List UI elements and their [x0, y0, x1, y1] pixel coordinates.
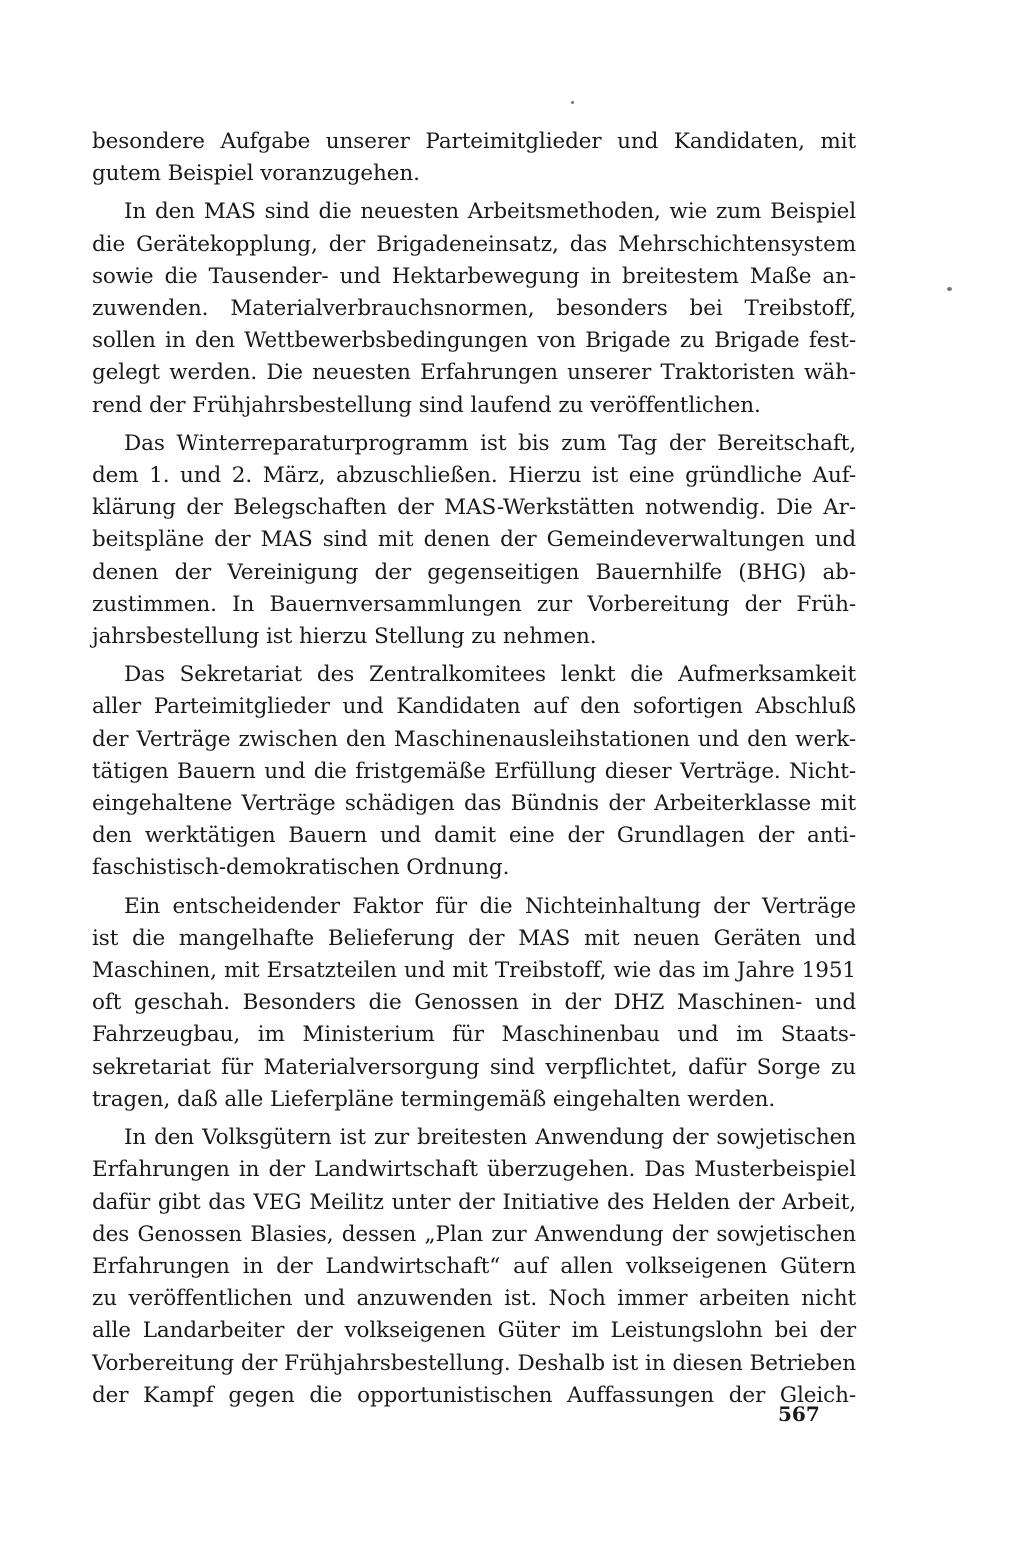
text-line: Erfahrungen in der Landwirtschaft überzugehen. Das Musterbeispiel: [92, 1157, 856, 1183]
text-line: besondere Aufgabe unserer Parteimitglieder und Kandidaten, mit: [92, 129, 856, 154]
text-line: tragen, daß alle Lieferpläne termingemäß eingehalten werden.: [92, 1086, 776, 1112]
text-line: oft geschah. Besonders die Genossen in der DHZ Maschinen- und: [92, 990, 856, 1016]
scan-speck: [947, 287, 952, 291]
text-line: denen der Vereinigung der gegenseitigen Bauernhilfe (BHG) ab-: [92, 559, 856, 585]
text-line: beitspläne der MAS sind mit denen der Gemeindeverwaltungen und: [92, 527, 856, 553]
text-line: sollen in den Wettbewerbsbedingungen von Brigade zu Brigade fest-: [92, 328, 856, 354]
text-line: ist die mangelhafte Belieferung der MAS mit neuen Geräten und: [92, 925, 856, 951]
paragraph: [92, 126, 856, 190]
text-line: dem 1. und 2. März, abzuschließen. Hierzu ist eine gründliche Auf-: [92, 463, 856, 489]
text-line: aller Parteimitglieder und Kandidaten auf den sofortigen Abschluß: [92, 694, 856, 720]
text-line: zu veröffentlichen und anzuwenden ist. Noch immer arbeiten nicht: [92, 1286, 856, 1312]
text-line: der Kampf gegen die opportunistischen Auffassungen der Gleich-: [92, 1382, 856, 1408]
text-line: gutem Beispiel voranzugehen.: [92, 161, 420, 187]
text-line: Maschinen, mit Ersatzteilen und mit Treibstoff, wie das im Jahre 1951: [92, 958, 856, 984]
text-line: faschistisch-demokratischen Ordnung.: [92, 855, 510, 881]
text-line: Das Winterreparaturprogramm ist bis zum Tag der Bereitschaft,: [124, 430, 856, 456]
text-line: zustimmen. In Bauernversammlungen zur Vorbereitung der Früh-: [92, 591, 856, 617]
text-line: jahrsbestellung ist hierzu Stellung zu nehmen.: [92, 624, 597, 650]
text-line: klärung der Belegschaften der MAS-Werkstätten notwendig. Die Ar-: [92, 495, 856, 521]
text-line: In den Volksgütern ist zur breitesten Anwendung der sowjetischen: [124, 1125, 856, 1151]
text-line: zuwenden. Materialverbrauchsnormen, besonders bei Treibstoff,: [92, 296, 856, 322]
text-line: alle Landarbeiter der volkseigenen Güter im Leistungslohn bei der: [92, 1318, 856, 1344]
text-line: den werktätigen Bauern und damit eine der Grundlagen der anti-: [92, 823, 856, 849]
text-line: tätigen Bauern und die fristgemäße Erfüllung dieser Verträge. Nicht-: [92, 758, 856, 784]
text-line: Vorbereitung der Frühjahrsbestellung. Deshalb ist in diesen Betrieben: [92, 1350, 856, 1376]
text-line: die Gerätekopplung, der Brigadeneinsatz, das Mehrschichtensystem: [92, 231, 856, 257]
paragraph: [92, 659, 856, 884]
paragraph: [92, 196, 856, 421]
text-line: Erfahrungen in der Landwirtschaft“ auf allen volkseigenen Gütern: [92, 1253, 856, 1279]
text-line: Fahrzeugbau, im Ministerium für Maschinenbau und im Staats-: [92, 1022, 856, 1048]
text-line: Das Sekretariat des Zentralkomitees lenkt die Aufmerksamkeit: [124, 662, 856, 688]
body-text: [92, 126, 856, 1418]
text-line: gelegt werden. Die neuesten Erfahrungen unserer Traktoristen wäh-: [92, 360, 856, 386]
text-line: eingehaltene Verträge schädigen das Bündnis der Arbeiterklasse mit: [92, 791, 856, 817]
page-number: 567: [778, 1402, 820, 1426]
text-line: sowie die Tausender- und Hektarbewegung in breitestem Maße an-: [92, 263, 856, 289]
text-line: sekretariat für Materialversorgung sind verpflichtet, dafür Sorge zu: [92, 1054, 856, 1080]
text-line: Ein entscheidender Faktor für die Nichteinhaltung der Verträge: [124, 893, 856, 919]
paragraph: [92, 428, 856, 653]
text-line: In den MAS sind die neuesten Arbeitsmethoden, wie zum Beispiel: [124, 199, 856, 225]
text-line: der Verträge zwischen den Maschinenausleihstationen und den werk-: [92, 726, 856, 752]
paragraph: [92, 891, 856, 1116]
scan-speck: [571, 101, 574, 104]
text-line: rend der Frühjahrsbestellung sind laufend zu veröffentlichen.: [92, 392, 761, 418]
text-line: dafür gibt das VEG Meilitz unter der Initiative des Helden der Arbeit,: [92, 1189, 856, 1215]
text-line: des Genossen Blasies, dessen „Plan zur Anwendung der sowjetischen: [92, 1221, 856, 1247]
paragraph: [92, 1122, 856, 1412]
